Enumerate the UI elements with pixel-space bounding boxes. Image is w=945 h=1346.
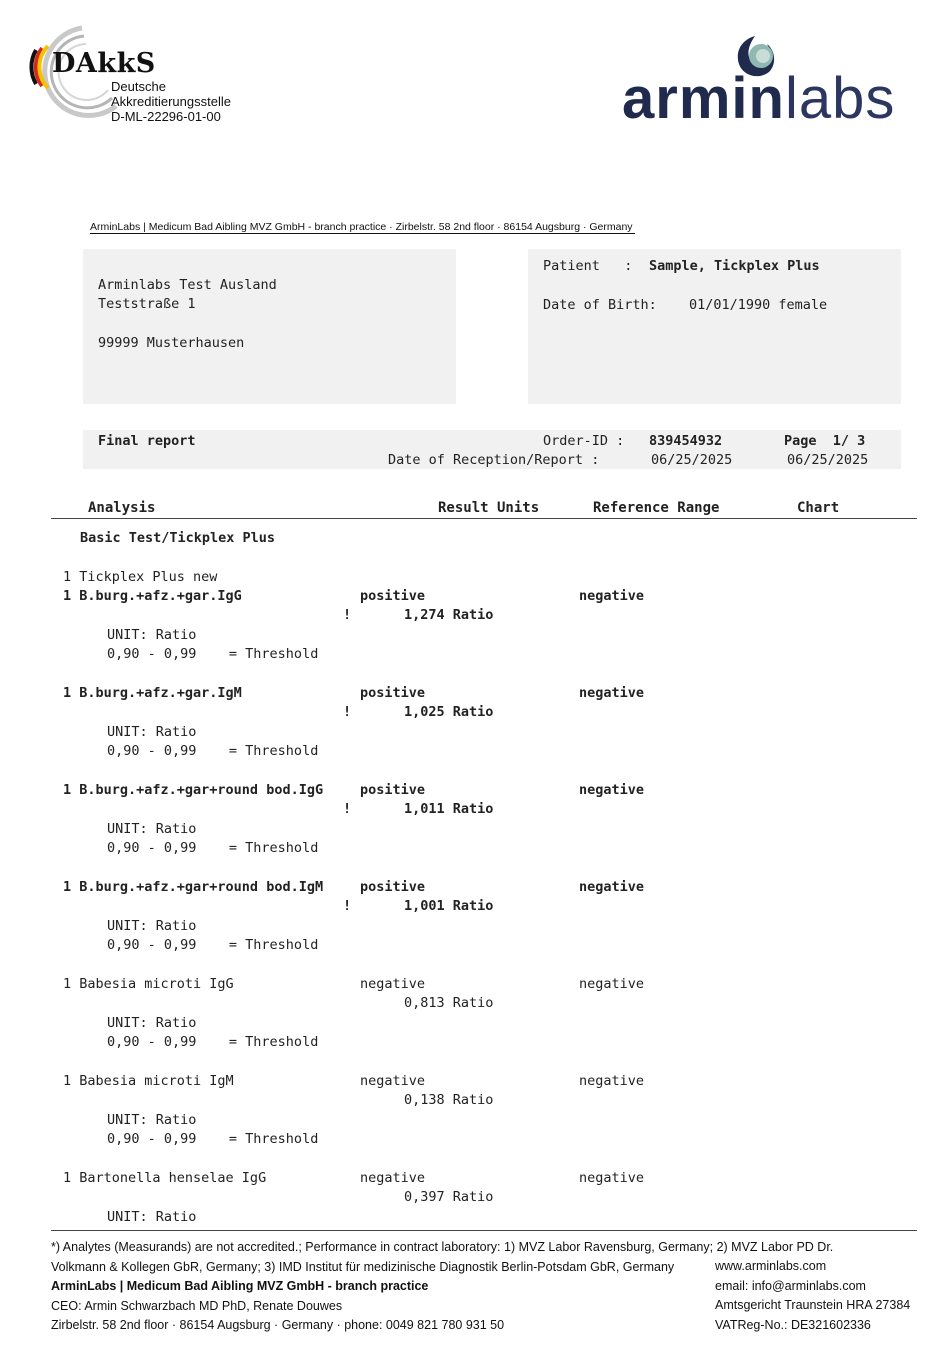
analyte-unit: UNIT: Ratio [107,723,197,740]
analyte-result: negative [360,1073,426,1089]
dakks-wordmark: DAkkS [52,48,156,79]
analyte-value: 1,001 Ratio [404,898,494,915]
footer-note-line2: Volkmann & Kollegen GbR, Germany; 3) IMD Institut für medizinische Diagnostik Berlin-Potsdam GbR, Germany [51,1259,675,1274]
analyte-flag: ! [343,704,352,721]
panel-title: 1 Tickplex Plus new [63,569,218,585]
analyte-result: negative [360,1170,426,1186]
footer-vat: VATReg-No.: DE321602336 [715,1317,871,1332]
analyte-name: 1 B.burg.+afz.+gar.IgG [63,588,242,604]
order-id-label: Order-ID : [543,433,625,449]
dakks-line1: Deutsche [111,79,166,94]
header-reference-range: Reference Range [593,500,720,516]
dob-label: Date of Birth: [543,297,657,313]
footer-ceo: CEO: Armin Schwarzbach MD PhD, Renate Douwes [51,1298,343,1313]
recipient-city: 99999 Musterhausen [98,335,245,351]
analyte-flag: ! [343,801,352,818]
analyte-value: 1,011 Ratio [404,801,494,818]
analyte-unit: UNIT: Ratio [107,626,197,643]
dakks-line2: Akkreditierungsstelle [111,94,231,109]
footer-divider [51,1230,917,1231]
analyte-name: 1 B.burg.+afz.+gar+round bod.IgM [63,879,324,895]
analyte-threshold: 0,90 - 0,99 = Threshold [107,937,319,954]
footer-company: ArminLabs | Medicum Bad Aibling MVZ GmbH - branch practice [51,1279,429,1293]
analyte-name: 1 B.burg.+afz.+gar+round bod.IgG [63,782,324,798]
arminlabs-wordmark [622,64,895,134]
analyte-name: 1 B.burg.+afz.+gar.IgM [63,685,242,701]
analyte-reference: negative [579,782,645,798]
analyte-flag: ! [343,898,352,915]
header-analysis: Analysis [88,500,156,516]
analyte-reference: negative [579,1073,645,1089]
analyte-value: 0,397 Ratio [404,1189,494,1206]
analyte-result: positive [360,588,426,604]
recipient-name: Arminlabs Test Ausland [98,277,277,293]
header-result-units: Result Units [438,500,540,516]
analyte-reference: negative [579,976,645,992]
analyte-result: positive [360,879,426,895]
analyte-result: negative [360,976,426,992]
analyte-unit: UNIT: Ratio [107,1014,197,1031]
recipient-box [83,249,456,404]
analyte-reference: negative [579,685,645,701]
footer-website: www.arminlabs.com [715,1259,827,1273]
footer-court: Amtsgericht Traunstein HRA 27384 [715,1298,911,1312]
reception-date: 06/25/2025 [651,452,733,468]
section-title: Basic Test/Tickplex Plus [80,530,276,546]
analyte-threshold: 0,90 - 0,99 = Threshold [107,1034,319,1051]
analyte-result: positive [360,685,426,701]
analyte-unit: UNIT: Ratio [107,917,197,934]
analyte-flag: ! [343,607,352,624]
analyte-value: 1,025 Ratio [404,704,494,721]
footer-email: email: info@arminlabs.com [715,1278,866,1293]
analyte-name: 1 Babesia microti IgG [63,976,234,992]
analyte-threshold: 0,90 - 0,99 = Threshold [107,840,319,857]
analyte-name: 1 Babesia microti IgM [63,1073,234,1089]
patient-label: Patient : [543,258,633,274]
report-title: Final report [98,433,196,449]
header-chart: Chart [797,500,840,516]
footer-note-line1: *) Analytes (Measurands) are not accredited.; Performance in contract laboratory: 1) MVZ Labor Ravensburg, Germany; 2) MVZ Labor PD Dr. [51,1240,834,1254]
analyte-value: 0,138 Ratio [404,1092,494,1109]
analyte-value: 0,813 Ratio [404,995,494,1012]
order-id-value: 839454932 [649,433,723,449]
reception-label: Date of Reception/Report : [388,452,600,468]
recipient-street: Teststraße 1 [98,296,196,312]
dakks-line3: D-ML-22296-01-00 [111,109,221,124]
analyte-unit: UNIT: Ratio [107,820,197,837]
analyte-reference: negative [579,879,645,895]
analyte-threshold: 0,90 - 0,99 = Threshold [107,743,319,760]
analyte-threshold: 0,90 - 0,99 = Threshold [107,646,319,663]
analyte-result: positive [360,782,426,798]
patient-name: Sample, Tickplex Plus [649,258,820,274]
analyte-value: 1,274 Ratio [404,607,494,624]
analyte-unit: UNIT: Ratio [107,1208,197,1225]
footer-right [715,1257,910,1335]
footer-address: Zirbelstr. 58 2nd floor · 86154 Augsburg · Germany · phone: 0049 821 780 931 50 [51,1318,505,1332]
report-date: 06/25/2025 [787,452,869,468]
page-number: Page 1/ 3 [784,433,866,449]
analyte-reference: negative [579,1170,645,1186]
analyte-unit: UNIT: Ratio [107,1111,197,1128]
header-divider [51,518,917,519]
armin-word-thin: labs [784,66,896,131]
analyte-name: 1 Bartonella henselae IgG [63,1170,267,1186]
dob-value: 01/01/1990 female [689,297,828,313]
sender-address-line: ArminLabs | Medicum Bad Aibling MVZ GmbH - branch practice · Zirbelstr. 58 2nd floor · 86154 Augsburg · Germany [90,221,633,233]
analyte-reference: negative [579,588,645,604]
analyte-threshold: 0,90 - 0,99 = Threshold [107,1131,319,1148]
armin-word-bold: armin [622,66,785,131]
